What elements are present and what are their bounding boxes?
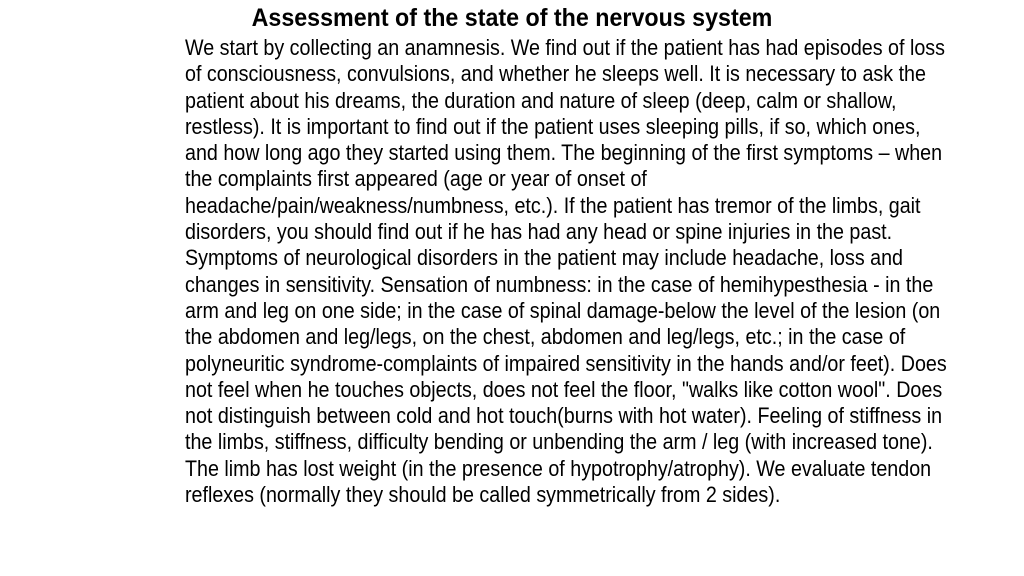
text-line: Symptoms of neurological disorders in the patient may include headache, loss and — [185, 245, 904, 271]
text-line: patient about his dreams, the duration and nature of sleep (deep, calm or shallow, — [185, 87, 897, 113]
text-line: arm and leg on one side; in the case of spinal damage-below the level of the lesion (on — [185, 297, 941, 323]
text-line: headache/pain/weakness/numbness, etc.). If the patient has tremor of the limbs, gait — [185, 192, 921, 218]
body-text — [185, 35, 1024, 508]
text-line: reflexes (normally they should be called symmetrically from 2 sides). — [185, 482, 781, 508]
text-line: We start by collecting an anamnesis. We find out if the patient has had episodes of loss — [185, 35, 945, 60]
text-line: The limb has lost weight (in the presence of hypotrophy/atrophy). We evaluate tendon — [185, 455, 932, 481]
text-line: changes in sensitivity. Sensation of numbness: in the case of hemihypesthesia - in the — [185, 271, 934, 297]
slide-title-text: Assessment of the state of the nervous system — [251, 4, 773, 32]
text-line: of consciousness, convulsions, and whether he sleeps well. It is necessary to ask the — [185, 61, 926, 87]
text-line: disorders, you should find out if he has had any head or spine injuries in the past. — [185, 219, 893, 245]
text-line: the limbs, stiffness, difficulty bending or unbending the arm / leg (with increased tone). — [185, 429, 933, 455]
text-line: restless). It is important to find out if the patient uses sleeping pills, if so, which ones, — [185, 113, 921, 139]
slide-title — [0, 3, 1024, 33]
text-line: the abdomen and leg/legs, on the chest, abdomen and leg/legs, etc.; in the case of — [185, 324, 906, 350]
text-line: not distinguish between cold and hot touch(burns with hot water). Feeling of stiffness in — [185, 403, 943, 429]
text-line: and how long ago they started using them. The beginning of the first symptoms – when — [185, 140, 943, 166]
text-line: the complaints first appeared (age or year of onset of — [185, 166, 647, 192]
text-line: not feel when he touches objects, does not feel the floor, "walks like cotton wool". Does — [185, 376, 943, 402]
text-line: polyneuritic syndrome-complaints of impaired sensitivity in the hands and/or feet). Does — [185, 350, 947, 376]
